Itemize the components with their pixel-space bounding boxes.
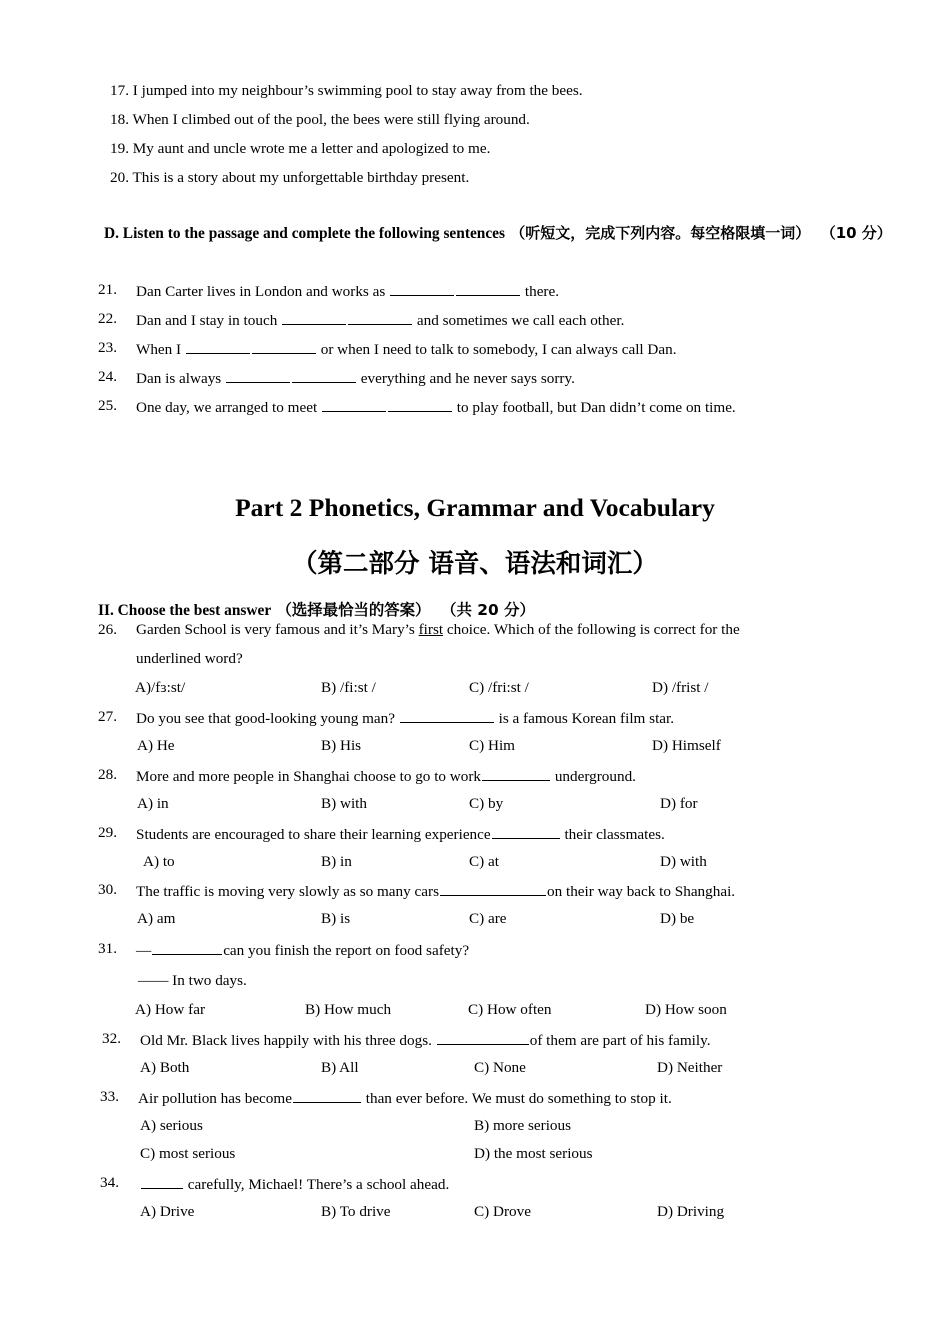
option-a[interactable]: A) in: [137, 795, 169, 812]
option-c[interactable]: C) /fri:st /: [469, 679, 529, 696]
section-d-chinese: （听短文，完成下列内容。每空格限填一词）: [510, 224, 811, 242]
option-b[interactable]: B) /fi:st /: [321, 679, 376, 696]
option-b[interactable]: B) His: [321, 737, 362, 754]
item-text-before: Dan Carter lives in London and works as: [136, 282, 390, 300]
answer-blank[interactable]: [152, 940, 222, 955]
stem-text: Students are encouraged to share their learning experience: [136, 825, 491, 843]
question-number: 28.: [98, 766, 117, 783]
stem-text: More and more people in Shanghai choose to go to work: [136, 767, 482, 785]
listening-statement: [110, 169, 469, 187]
section-d-marks: （10 分）: [820, 224, 892, 242]
statement-text: When I climbed out of the pool, the bees were still flying around.: [132, 111, 530, 128]
option-b[interactable]: B) All: [321, 1059, 359, 1076]
question-number: 27.: [98, 708, 117, 725]
question-stem: [136, 621, 740, 639]
stem-text: than ever before. We must do something to stop it.: [361, 1089, 672, 1107]
option-a[interactable]: A) How far: [135, 1001, 206, 1018]
option-b[interactable]: B) How much: [305, 1001, 392, 1018]
statement-text: This is a story about my unforgettable birthday present.: [132, 169, 470, 186]
stem-dash: —: [136, 941, 152, 959]
statement-number: 18.: [110, 111, 129, 128]
option-a[interactable]: A) Both: [140, 1059, 190, 1076]
section-d-label: D. Listen to the passage and complete the following sentences: [104, 225, 505, 242]
answer-blank[interactable]: [388, 397, 452, 412]
option-b[interactable]: B) more serious: [474, 1117, 572, 1134]
answer-blank[interactable]: [437, 1030, 529, 1045]
item-text: [136, 339, 677, 359]
option-d[interactable]: D) for: [660, 795, 698, 812]
option-c[interactable]: C) Drove: [474, 1203, 531, 1220]
option-a[interactable]: A) Drive: [140, 1203, 195, 1220]
item-text: [136, 397, 736, 417]
answer-blank[interactable]: [348, 310, 412, 325]
stem-text: their classmates.: [560, 825, 665, 843]
answer-blank[interactable]: [252, 339, 316, 354]
option-c[interactable]: C) How often: [468, 1001, 552, 1018]
answer-blank[interactable]: [400, 708, 494, 723]
answer-blank[interactable]: [440, 881, 546, 896]
stem-text: The traffic is moving very slowly as so many cars: [136, 882, 439, 900]
statement-number: 17.: [110, 82, 129, 99]
item-text-before: Dan and I stay in touch: [136, 311, 282, 329]
item-text-before: Dan is always: [136, 369, 225, 387]
stem-text: on their way back to Shanghai.: [546, 882, 736, 900]
answer-blank[interactable]: [322, 397, 386, 412]
statement-text: My aunt and uncle wrote me a letter and apologized to me.: [132, 140, 491, 157]
question-stem: [136, 708, 674, 728]
option-d[interactable]: D) be: [660, 910, 695, 927]
question-stem-line2: underlined word?: [136, 650, 243, 667]
option-d[interactable]: D) with: [660, 853, 707, 870]
stem-text: Air pollution has become: [138, 1089, 292, 1107]
question-stem: [138, 1088, 672, 1108]
answer-blank[interactable]: [492, 824, 560, 839]
answer-blank[interactable]: [293, 1088, 361, 1103]
question-number: 29.: [98, 824, 117, 841]
stem-text: Do you see that good-looking young man?: [136, 709, 399, 727]
question-stem: [136, 824, 665, 844]
option-d[interactable]: D) /frist /: [652, 679, 709, 696]
option-c[interactable]: C) None: [474, 1059, 526, 1076]
option-c[interactable]: C) at: [469, 853, 499, 870]
option-a[interactable]: A) am: [137, 910, 176, 927]
item-number: 21.: [98, 281, 117, 298]
section-ii-chinese: （选择最恰当的答案）: [276, 601, 431, 619]
option-a[interactable]: A) to: [143, 853, 175, 870]
stem-text: Garden School is very famous and it’s Mary’s: [136, 621, 419, 638]
statement-number: 19.: [110, 140, 129, 157]
answer-blank[interactable]: [456, 281, 520, 296]
question-number: 30.: [98, 881, 117, 898]
item-text-before: One day, we arranged to meet: [136, 398, 321, 416]
question-stem: [136, 881, 735, 901]
question-number: 33.: [100, 1088, 119, 1105]
underlined-word: first: [418, 621, 444, 638]
section-ii-heading: [98, 598, 535, 620]
question-number: 34.: [100, 1174, 119, 1191]
section-d-heading: [104, 221, 894, 246]
item-text-after: or when I need to talk to somebody, I can always call Dan.: [316, 340, 677, 358]
question-stem: [140, 1030, 711, 1050]
section-ii-label: II. Choose the best answer: [98, 602, 272, 619]
option-c[interactable]: C) most serious: [140, 1145, 236, 1162]
option-d[interactable]: D) Driving: [657, 1203, 725, 1220]
option-a[interactable]: A) He: [137, 737, 175, 754]
item-text-after: everything and he never says sorry.: [357, 369, 575, 387]
part-title-chinese: （第二部分 语音、语法和词汇）: [292, 549, 658, 579]
item-text-after: to play football, but Dan didn’t come on time.: [452, 398, 736, 416]
item-number: 24.: [98, 368, 117, 385]
answer-blank[interactable]: [282, 310, 346, 325]
item-text-after: and sometimes we call each other.: [413, 311, 625, 329]
question-number: 31.: [98, 940, 117, 957]
stem-text: choice. Which of the following is correct for the: [443, 621, 740, 638]
answer-blank[interactable]: [226, 368, 290, 383]
stem-text: is a famous Korean film star.: [494, 709, 675, 727]
item-number: 22.: [98, 310, 117, 327]
listening-statement: [110, 82, 583, 100]
stem-text: Old Mr. Black lives happily with his three dogs.: [140, 1031, 436, 1049]
option-d[interactable]: D) Neither: [657, 1059, 723, 1076]
question-number: 32.: [102, 1030, 121, 1047]
item-text: [136, 281, 559, 301]
option-b[interactable]: B) is: [321, 910, 351, 927]
answer-blank[interactable]: [186, 339, 250, 354]
option-c[interactable]: C) by: [469, 795, 504, 812]
item-number: 25.: [98, 397, 117, 414]
option-b[interactable]: B) To drive: [321, 1203, 391, 1220]
stem-text: of them are part of his family.: [529, 1031, 711, 1049]
statement-text: I jumped into my neighbour’s swimming pool to stay away from the bees.: [132, 82, 583, 99]
item-text-after: there.: [521, 282, 560, 300]
option-b[interactable]: B) in: [321, 853, 352, 870]
item-text: [136, 310, 624, 330]
option-d[interactable]: D) Himself: [652, 737, 721, 754]
item-text: [136, 368, 575, 388]
question-number: 26.: [98, 621, 117, 638]
statement-number: 20.: [110, 169, 129, 186]
answer-blank[interactable]: [482, 766, 550, 781]
answer-blank[interactable]: [292, 368, 356, 383]
stem-text: underground.: [551, 767, 636, 785]
option-c[interactable]: C) are: [469, 910, 507, 927]
item-text-before: When I: [136, 340, 185, 358]
option-d[interactable]: D) the most serious: [474, 1145, 593, 1162]
option-d[interactable]: D) How soon: [645, 1001, 727, 1018]
question-stem: [136, 766, 636, 786]
part-title-english: Part 2 Phonetics, Grammar and Vocabulary: [235, 493, 715, 522]
question-stem: [140, 1174, 449, 1194]
option-c[interactable]: C) Him: [469, 737, 515, 754]
question-reply: —— In two days.: [138, 972, 247, 989]
answer-blank[interactable]: [141, 1174, 183, 1189]
listening-statement: [110, 111, 530, 129]
option-a[interactable]: A)/fɜ:st/: [135, 679, 186, 696]
answer-blank[interactable]: [390, 281, 454, 296]
option-a[interactable]: A) serious: [140, 1117, 203, 1134]
stem-text: can you finish the report on food safety?: [223, 941, 470, 959]
item-number: 23.: [98, 339, 117, 356]
option-b[interactable]: B) with: [321, 795, 367, 812]
stem-text: carefully, Michael! There’s a school ahead.: [184, 1175, 450, 1193]
question-stem: [136, 940, 469, 960]
section-ii-marks: （共 20 分）: [441, 601, 535, 619]
listening-statement: [110, 140, 490, 158]
